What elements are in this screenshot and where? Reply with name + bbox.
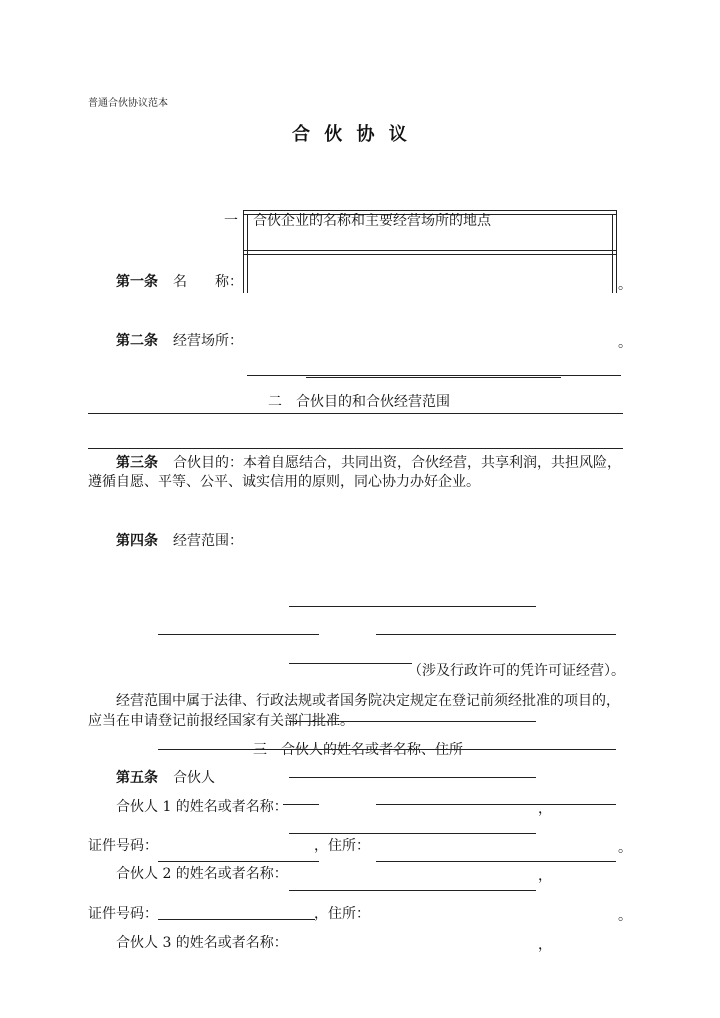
partner2-address-label: ，住所： <box>314 906 370 922</box>
article4-field: 经营范围： <box>173 533 243 549</box>
blank-line <box>158 861 319 862</box>
partner3-name-label: 合伙人 3 的姓名或者名称： <box>116 935 288 951</box>
section2-heading: 二 合伙目的和合伙经营范围 <box>268 394 450 410</box>
blank-line <box>306 377 561 378</box>
partner2-end: 。 <box>618 908 632 924</box>
section-rule <box>88 413 623 414</box>
blank-line <box>158 919 315 920</box>
article3-text-cont: 遵循自愿、平等、公平、诚实信用的原则，同心协力办好企业。 <box>88 474 480 490</box>
table-border <box>243 210 244 293</box>
section-rule <box>88 448 623 449</box>
partner2-name-label: 合伙人 2 的姓名或者名称： <box>116 866 288 882</box>
partner1-address-label: ，住所： <box>314 838 370 854</box>
permit-note: （涉及行政许可的凭许可证经营）。 <box>408 663 625 679</box>
section1-number: 一 <box>224 213 238 229</box>
table-border <box>612 214 613 293</box>
approval-note-cont: 应当在申请登记前报经国家有关部门批准。 <box>88 713 354 729</box>
article1-end: 。 <box>618 277 632 293</box>
blank-line <box>158 749 616 750</box>
article1-field: 名 称： <box>173 274 243 290</box>
article2-end: 。 <box>618 335 632 351</box>
article2-field: 经营场所： <box>173 333 243 349</box>
table-rule <box>243 254 616 255</box>
partner2-id-label: 证件号码： <box>88 906 158 922</box>
blank-line <box>289 833 536 834</box>
article4-label: 第四条 <box>116 533 158 549</box>
blank-line <box>289 663 412 664</box>
table-rule <box>243 250 616 251</box>
partner2-comma: ， <box>538 868 552 884</box>
article5-label: 第五条 <box>116 770 158 786</box>
blank-line <box>289 777 536 778</box>
article3-text: 合伙目的：本着自愿结合，共同出资，合伙经营，共享利润，共担风险， <box>173 455 621 471</box>
blank-line <box>376 804 616 805</box>
table-rule <box>243 210 616 211</box>
partner1-id-label: 证件号码： <box>88 838 158 854</box>
document-title: 合 伙 协 议 <box>292 124 411 145</box>
document-label: 普通合伙协议范本 <box>88 98 168 109</box>
partner1-name-label: 合伙人 1 的姓名或者名称： <box>116 799 288 815</box>
section3-heading: 三 合伙人的姓名或者名称、住所 <box>253 742 463 758</box>
article3-label: 第三条 <box>116 455 158 471</box>
blank-line <box>247 375 621 376</box>
blank-line <box>289 890 536 891</box>
blank-line <box>158 634 319 635</box>
partner1-end: 。 <box>618 840 632 856</box>
blank-line <box>283 804 319 805</box>
article2-label: 第二条 <box>116 333 158 349</box>
partner1-comma: ， <box>538 801 552 817</box>
article1-label: 第一条 <box>116 274 158 290</box>
article5-field: 合伙人 <box>173 770 215 786</box>
table-border <box>616 210 617 293</box>
section1-heading: 合伙企业的名称和主要经营场所的地点 <box>253 213 491 229</box>
blank-line <box>289 721 536 722</box>
approval-note: 经营范围中属于法律、行政法规或者国务院决定规定在登记前须经批准的项目的， <box>116 693 620 709</box>
partner3-comma: ， <box>538 937 552 953</box>
blank-line <box>376 634 616 635</box>
blank-line <box>376 861 616 862</box>
table-border <box>247 214 248 293</box>
blank-line <box>289 606 536 607</box>
